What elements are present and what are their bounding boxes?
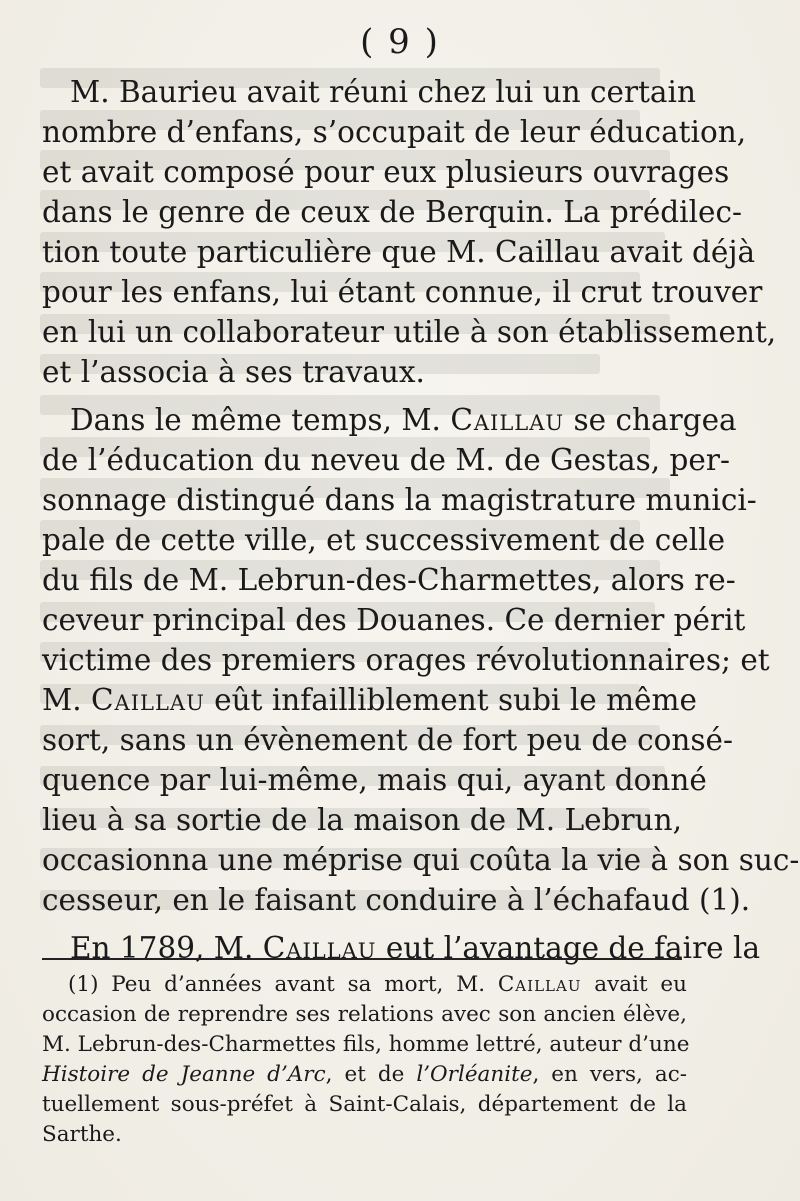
text-line: lieu à sa sortie de la maison de M. Lebrun, xyxy=(42,803,682,837)
footnote-line: (1) Peu d’années avant sa mort, M. Caillau avait eu xyxy=(68,972,687,997)
book-title: Histoire de Jeanne d’Arc xyxy=(42,1062,326,1087)
name-caillau: Caillau xyxy=(450,403,565,437)
text-line: ceveur principal des Douanes. Ce dernier périt xyxy=(42,603,746,637)
name-caillau: Caillau xyxy=(497,972,582,997)
text-line: M. Caillau eût infailliblement subi le même xyxy=(42,683,697,717)
text-line: et avait composé pour eux plusieurs ouvrages xyxy=(42,155,730,189)
book-title: l’Orléanite xyxy=(416,1062,533,1087)
text-line: en lui un collaborateur utile à son établissement, xyxy=(42,315,777,349)
text-line: sonnage distingué dans la magistrature munici- xyxy=(42,483,757,517)
main-text xyxy=(42,72,800,968)
footnote-line: M. Lebrun-des-Charmettes fils, homme lettré, auteur d’une xyxy=(42,1032,690,1057)
text-line: tion toute particulière que M. Caillau avait déjà xyxy=(42,235,756,269)
text-line: et l’associa à ses travaux. xyxy=(42,355,425,389)
paragraph-2 xyxy=(42,400,800,920)
footnote-line: Sarthe. xyxy=(42,1122,122,1147)
name-caillau: Caillau xyxy=(262,931,377,965)
text-line: M. Baurieu avait réuni chez lui un certain xyxy=(70,75,696,109)
text-line: cesseur, en le faisant conduire à l’échafaud (1). xyxy=(42,883,751,917)
paragraph-1 xyxy=(42,72,777,392)
text-line: dans le genre de ceux de Berquin. La prédilec- xyxy=(42,195,742,229)
text-line: pour les enfans, lui étant connue, il crut trouver xyxy=(42,275,763,309)
text-line: quence par lui-même, mais qui, ayant donné xyxy=(42,763,707,797)
name-caillau: Caillau xyxy=(90,683,205,717)
text-line: occasionna une méprise qui coûta la vie à son suc- xyxy=(42,843,800,877)
text-line: Dans le même temps, M. Caillau se chargea xyxy=(70,403,737,437)
footnote-line: occasion de reprendre ses relations avec son ancien élève, xyxy=(42,1002,687,1027)
text-line: nombre d’enfans, s’occupait de leur éducation, xyxy=(42,115,747,149)
page-number: ( 9 ) xyxy=(360,22,440,62)
text-line: de l’éducation du neveu de M. de Gestas, per- xyxy=(42,443,730,477)
paragraph-3 xyxy=(42,928,761,968)
text-line: victime des premiers orages révolutionnaires; et xyxy=(42,643,770,677)
footnote-line: Histoire de Jeanne d’Arc, et de l’Orléanite, en vers, ac- xyxy=(42,1062,687,1087)
text-line: sort, sans un évènement de fort peu de consé- xyxy=(42,723,733,757)
footnote-divider xyxy=(42,958,682,960)
footnote-line: tuellement sous-préfet à Saint-Calais, département de la xyxy=(42,1092,687,1117)
text-line: du fils de M. Lebrun-des-Charmettes, alors re- xyxy=(42,563,736,597)
footnote xyxy=(42,970,690,1150)
text-line: pale de cette ville, et successivement de celle xyxy=(42,523,726,557)
text-line: En 1789, M. Caillau eut l’avantage de faire la xyxy=(70,931,761,965)
